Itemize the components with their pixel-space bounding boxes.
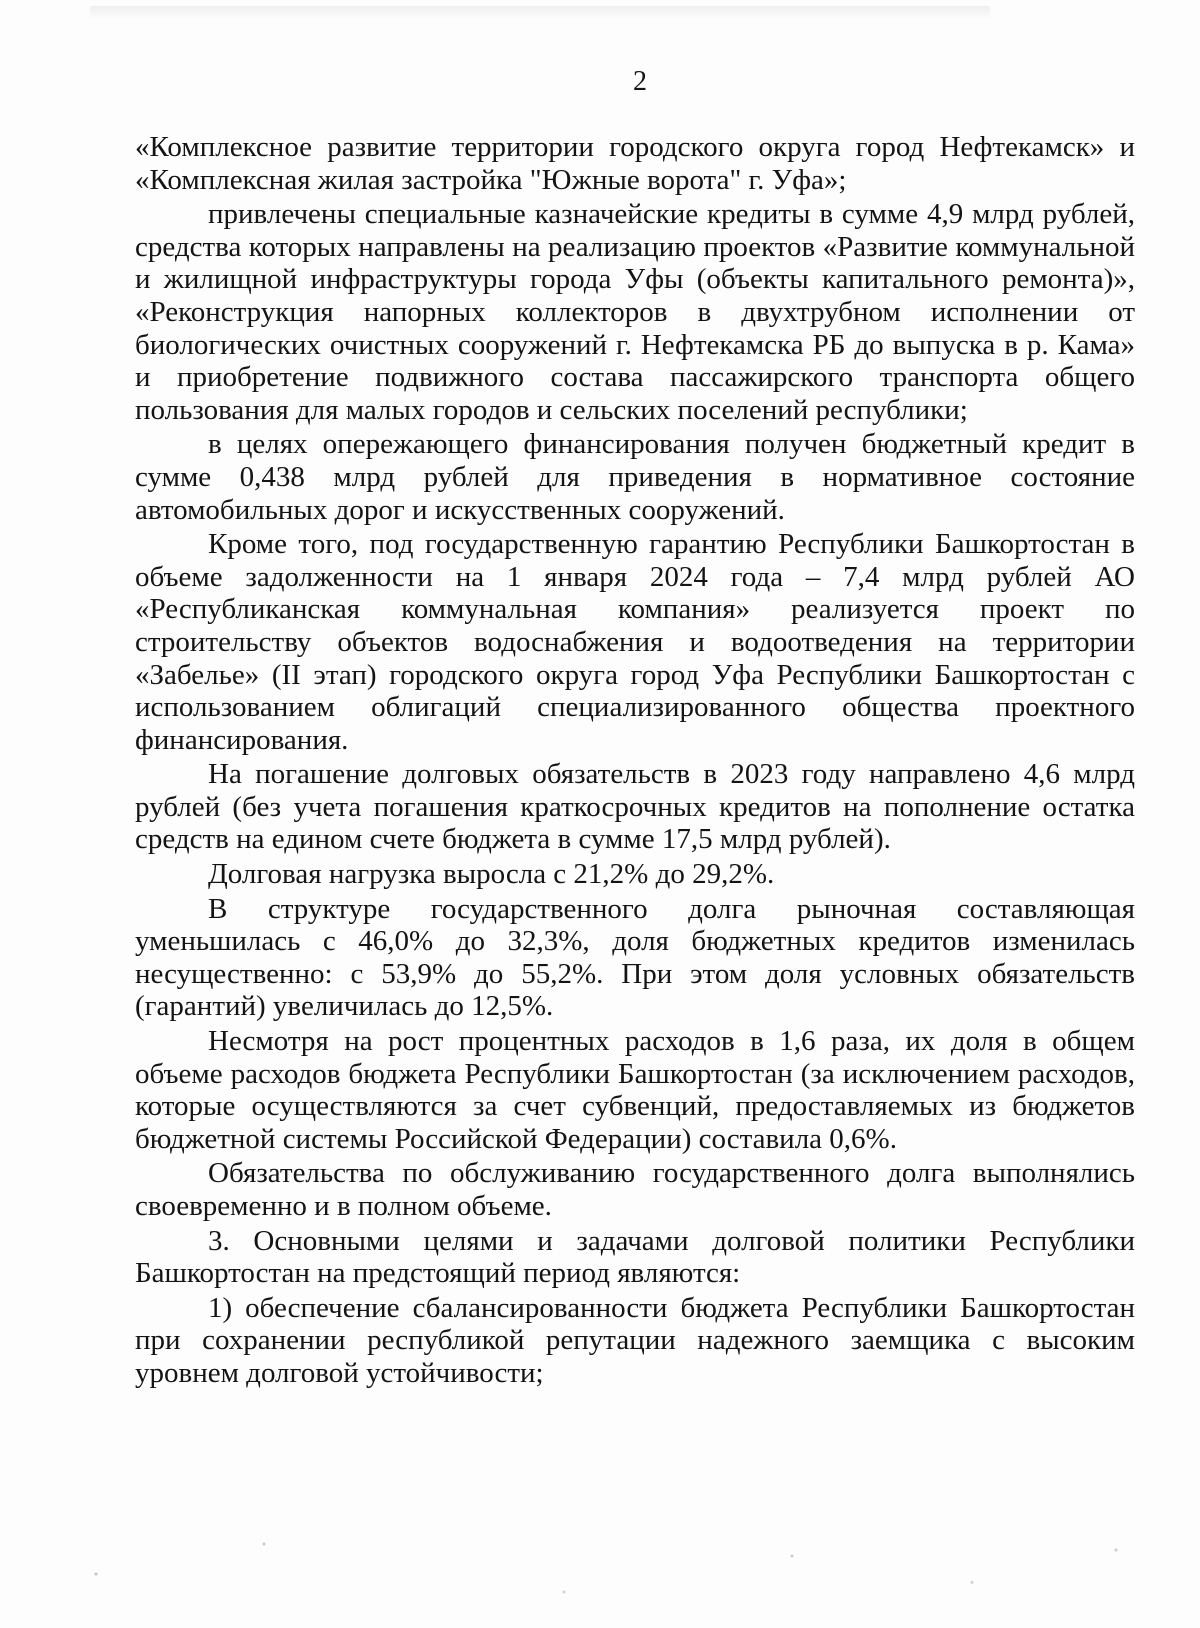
paragraph-8: Несмотря на рост процентных расходов в 1,6 раза, их доля в общем объеме расходов бюджета Республики Башкортостан (за исключением расходов, которые осуществляются за счет субвенций, предоставляемых из бюджетов бюджетной системы Российской Федерации) составила 0,6%.	[135, 1025, 1135, 1155]
paragraph-6: Долговая нагрузка выросла с 21,2% до 29,2%.	[208, 858, 775, 891]
paragraph-7: В структуре государственного долга рыночная составляющая уменьшилась с 46,0% до 32,3%, доля бюджетных кредитов изменилась несущественно: с 53,9% до 55,2%. При этом доля условных обязательств (гарантий) увеличилась до 12,5%.	[135, 892, 1135, 1023]
scan-dust	[0, 1508, 1200, 1628]
paragraph-11: 1) обеспечение сбалансированности бюджета Республики Башкортостан при сохранении республикой репутации надежного заемщика с высоким уровнем долговой устойчивости;	[135, 1291, 1135, 1389]
paragraph-9: Обязательства по обслуживанию государственного долга выполнялись своевременно и в полном объеме.	[135, 1157, 1135, 1222]
paragraph-10: 3. Основными целями и задачами долговой политики Республики Башкортостан на предстоящий период являются:	[135, 1224, 1135, 1290]
paragraph-2: привлечены специальные казначейские кредиты в сумме 4,9 млрд рублей, средства которых направлены на реализацию проектов «Развитие коммунальной и жилищной инфраструктуры города Уфы (объекты капитального ремонта)», «Реконструкция напорных коллекторов в двухтрубном исполнении от биологических очистных сооружений г. Нефтекамска РБ до выпуска в р. Кама» и приобретение подвижного состава пассажирского транспорта общего пользования для малых городов и сельских поселений республики;	[135, 198, 1135, 426]
paragraph-5: На погашение долговых обязательств в 2023 году направлено 4,6 млрд рублей (без учета погашения краткосрочных кредитов на пополнение остатка средств на едином счете бюджета в сумме 17,5 млрд рублей).	[135, 758, 1135, 856]
paragraph-4: Кроме того, под государственную гарантию Республики Башкортостан в объеме задолженности на 1 января 2024 года – 7,4 млрд рублей АО «Республиканская коммунальная компания» реализуется проект по строительству объектов водоснабжения и водоотведения на территории «Забелье» (II этап) городского округа город Уфа Республики Башкортостан с использованием облигаций специализированного общества проектного финансирования.	[135, 528, 1135, 756]
paragraph-3: в целях опережающего финансирования получен бюджетный кредит в сумме 0,438 млрд рублей для приведения в нормативное состояние автомобильных дорог и искусственных сооружений.	[135, 428, 1135, 526]
page-number: 2	[633, 66, 647, 97]
document-body	[135, 131, 1135, 1392]
scan-shadow	[90, 6, 990, 20]
paragraph-1: «Комплексное развитие территории городского округа город Нефтекамск» и «Комплексная жилая застройка "Южные ворота" г. Уфа»;	[135, 131, 1135, 196]
